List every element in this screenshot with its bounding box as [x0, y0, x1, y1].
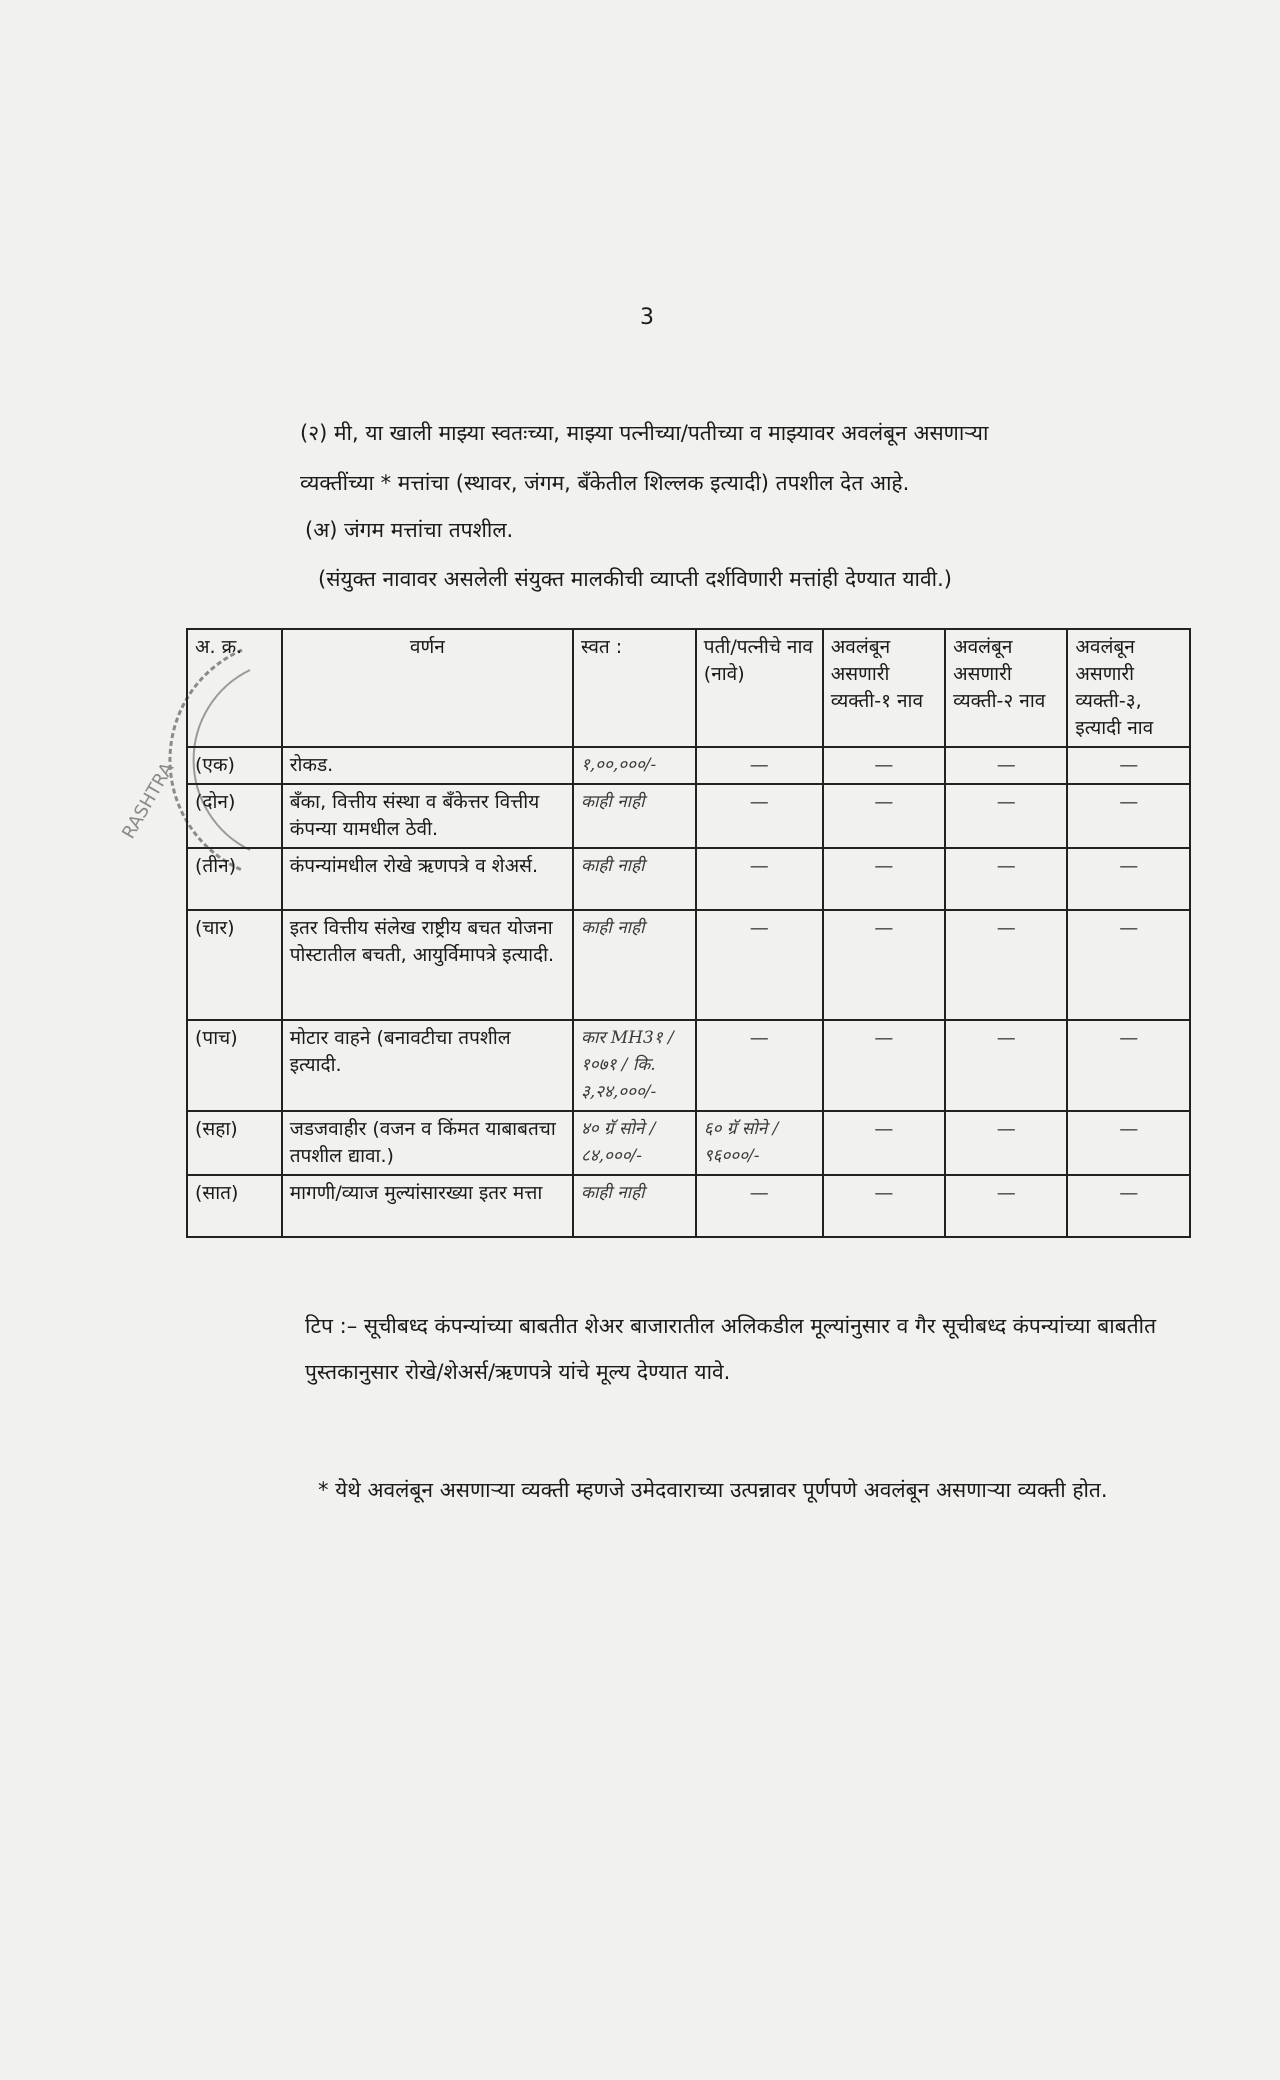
table-row — [187, 1175, 1190, 1237]
table-row — [187, 747, 1190, 784]
header-self: स्वत : — [573, 629, 696, 747]
dependent-footnote: * येथे अवलंबून असणाऱ्या व्यक्ती म्हणजे उमेदवाराच्या उत्पन्नावर पूर्णपणे अवलंबून असणाऱ्या व्यक्ती होत. — [318, 1478, 1108, 1502]
row-description: रोकड. — [282, 747, 573, 784]
row-dependent-3-value: — — [1067, 747, 1190, 784]
row-dependent-3-value: — — [1067, 848, 1190, 910]
row-spouse-value: — — [696, 1020, 823, 1111]
row-description: बँका, वित्तीय संस्था व बँकेत्तर वित्तीय कंपन्या यामधील ठेवी. — [282, 784, 573, 848]
joint-ownership-note: (संयुक्त नावावर असलेली संयुक्त मालकीची व्याप्ती दर्शविणारी मत्तांही देण्यात यावी.) — [318, 567, 952, 591]
row-dependent-1-value: — — [823, 1111, 945, 1175]
header-dependent-2: अवलंबून असणारी व्यक्ती-२ नाव — [945, 629, 1067, 747]
row-description: मागणी/व्याज मुल्यांसारख्या इतर मत्ता — [282, 1175, 573, 1237]
row-dependent-1-value: — — [823, 747, 945, 784]
header-serial: अ. क्र. — [187, 629, 282, 747]
row-self-value: काही नाही — [573, 1175, 696, 1237]
row-dependent-3-value: — — [1067, 910, 1190, 1020]
table-row — [187, 910, 1190, 1020]
row-dependent-1-value: — — [823, 1020, 945, 1111]
row-description: मोटार वाहने (बनावटीचा तपशील इत्यादी. — [282, 1020, 573, 1111]
row-dependent-2-value: — — [945, 848, 1067, 910]
header-spouse: पती/पत्नीचे नाव (नावे) — [696, 629, 823, 747]
row-dependent-2-value: — — [945, 910, 1067, 1020]
row-dependent-3-value: — — [1067, 1175, 1190, 1237]
movable-assets-heading: (अ) जंगम मत्तांचा तपशील. — [305, 518, 514, 542]
row-dependent-1-value: — — [823, 848, 945, 910]
intro-line-1: (२) मी, या खाली माझ्या स्वतःच्या, माझ्या पत्नीच्या/पतीच्या व माझ्यावर अवलंबून असणाऱ्या — [300, 421, 989, 445]
row-dependent-3-value: — — [1067, 1111, 1190, 1175]
row-dependent-2-value: — — [945, 1020, 1067, 1111]
row-description: इतर वित्तीय संलेख राष्ट्रीय बचत योजना पोस्टातील बचती, आयुर्विमापत्रे इत्यादी. — [282, 910, 573, 1020]
row-dependent-2-value: — — [945, 1111, 1067, 1175]
row-dependent-2-value: — — [945, 1175, 1067, 1237]
row-self-value: ४० ग्रॅ सोने / ८४,०००/- — [573, 1111, 696, 1175]
row-serial: (चार) — [187, 910, 282, 1020]
header-dependent-3: अवलंबून असणारी व्यक्ती-३, इत्यादी नाव — [1067, 629, 1190, 747]
row-spouse-value: — — [696, 910, 823, 1020]
movable-assets-table — [186, 628, 1191, 1238]
row-serial: (दोन) — [187, 784, 282, 848]
header-description: वर्णन — [282, 629, 573, 747]
row-self-value: काही नाही — [573, 848, 696, 910]
row-serial: (पाच) — [187, 1020, 282, 1111]
row-spouse-value: — — [696, 784, 823, 848]
page-number: 3 — [640, 305, 654, 330]
row-spouse-value: — — [696, 848, 823, 910]
row-dependent-1-value: — — [823, 910, 945, 1020]
row-self-value: काही नाही — [573, 910, 696, 1020]
table-header-row — [187, 629, 1190, 747]
row-dependent-3-value: — — [1067, 1020, 1190, 1111]
row-spouse-value: — — [696, 1175, 823, 1237]
row-self-value: १,००,०००/- — [573, 747, 696, 784]
row-description: कंपन्यांमधील रोखे ऋणपत्रे व शेअर्स. — [282, 848, 573, 910]
valuation-tip: टिप :– सूचीबध्द कंपन्यांच्या बाबतीत शेअर बाजारातील अलिकडील मूल्यांनुसार व गैर सूचीबध्द कंपन्यांच्या बाबतीत पुस्तकानुसार रोखे/शेअर्स/ऋणपत्रे यांचे मूल्य देण्यात यावे. — [305, 1314, 1157, 1384]
header-dependent-1: अवलंबून असणारी व्यक्ती-१ नाव — [823, 629, 945, 747]
row-dependent-2-value: — — [945, 784, 1067, 848]
row-serial: (तीन) — [187, 848, 282, 910]
row-self-value: कार MH3१ / १०७१ / कि. ३,२४,०००/- — [573, 1020, 696, 1111]
stamp-text: RASHTRA — [118, 759, 179, 843]
intro-line-2: व्यक्तींच्या * मत्तांचा (स्थावर, जंगम, बँकेतील शिल्लक इत्यादी) तपशील देत आहे. — [300, 471, 910, 495]
row-dependent-1-value: — — [823, 1175, 945, 1237]
table-row — [187, 848, 1190, 910]
row-serial: (सात) — [187, 1175, 282, 1237]
row-dependent-2-value: — — [945, 747, 1067, 784]
row-serial: (सहा) — [187, 1111, 282, 1175]
row-serial: (एक) — [187, 747, 282, 784]
row-spouse-value: — — [696, 747, 823, 784]
table-row — [187, 1111, 1190, 1175]
row-dependent-1-value: — — [823, 784, 945, 848]
row-dependent-3-value: — — [1067, 784, 1190, 848]
row-spouse-value: ६० ग्रॅ सोने / ९६०००/- — [696, 1111, 823, 1175]
row-self-value: काही नाही — [573, 784, 696, 848]
row-description: जडजवाहीर (वजन व किंमत याबाबतचा तपशील द्यावा.) — [282, 1111, 573, 1175]
table-row — [187, 1020, 1190, 1111]
table-row — [187, 784, 1190, 848]
